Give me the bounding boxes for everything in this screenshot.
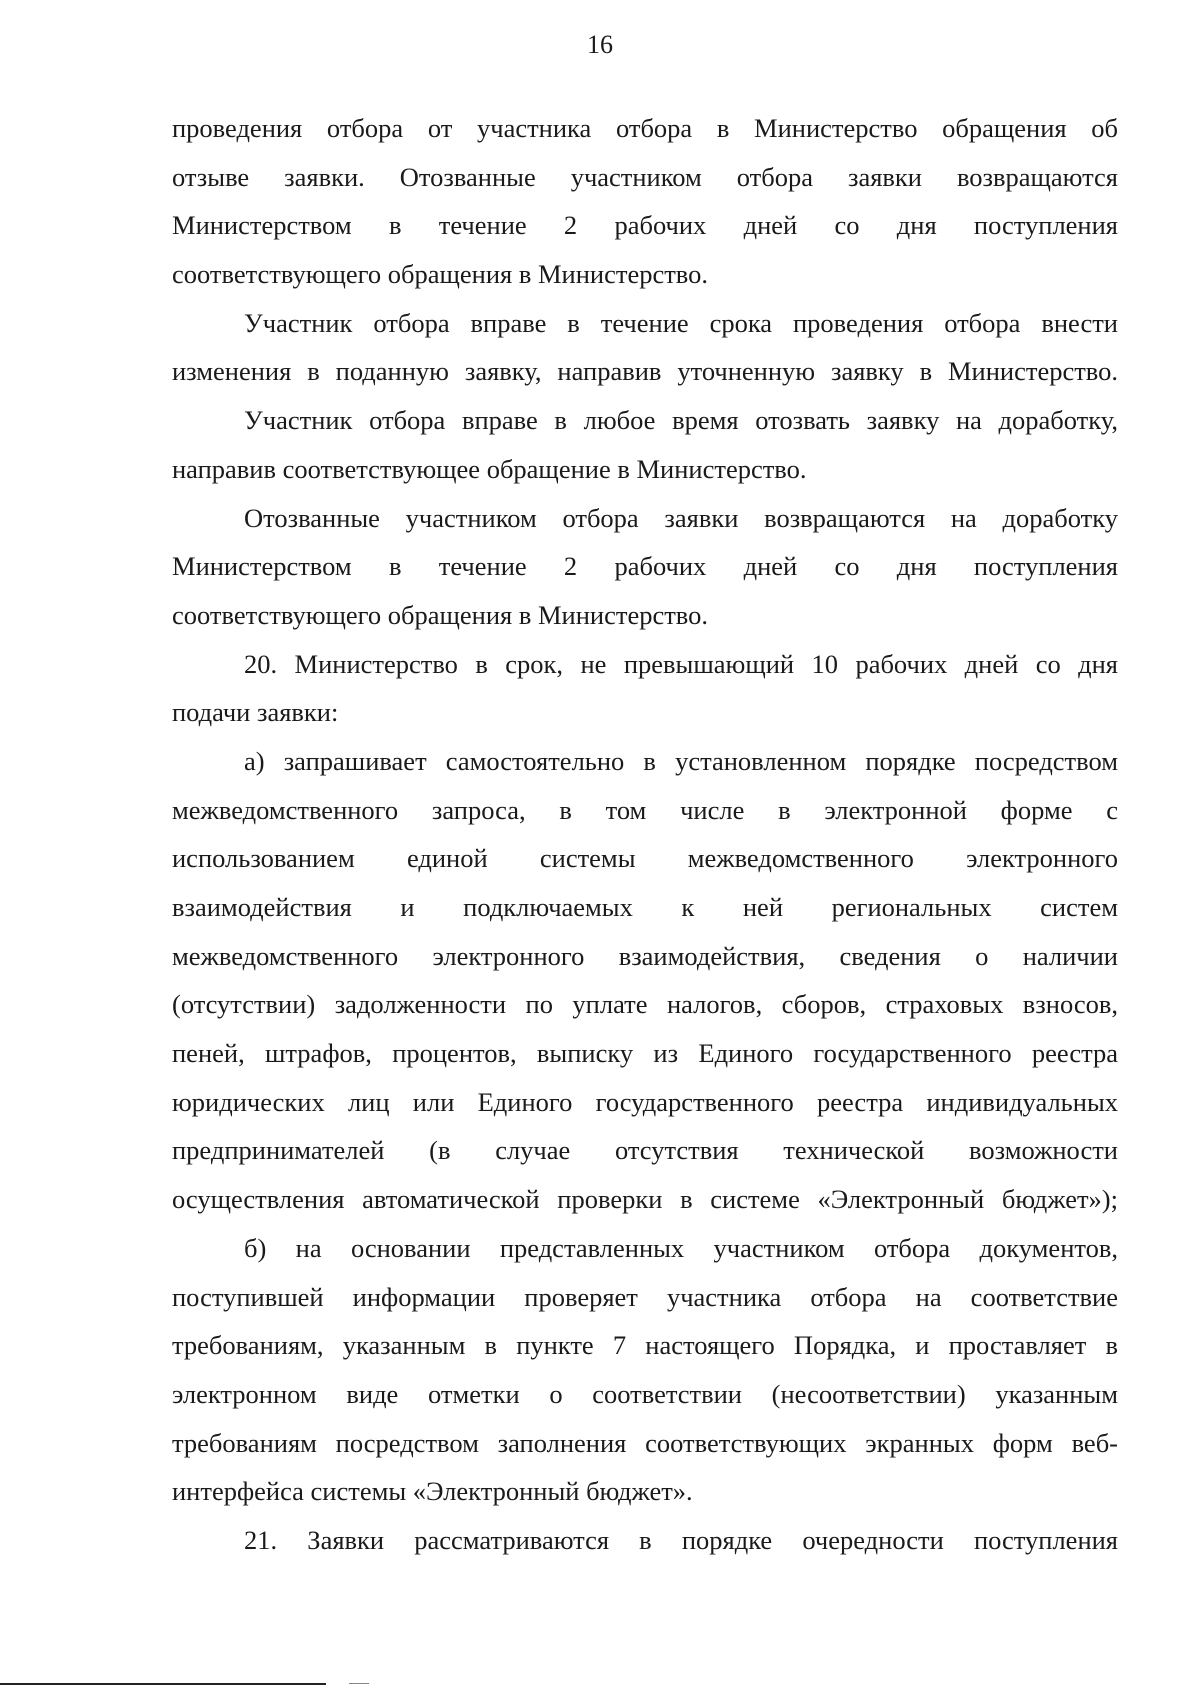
text-line: соответствующего обращения в Министерство. [172, 259, 709, 290]
text-line: направив соответствующее обращение в Министерство. [172, 453, 807, 484]
text-line: осуществления автоматической проверки в системе «Электронный бюджет»); [172, 1184, 1118, 1215]
text-line: юридических лиц или Единого государственного реестра индивидуальных [172, 1086, 1118, 1117]
text-line: подачи заявки: [172, 697, 339, 728]
text-line: требованиям посредством заполнения соответствующих экранных форм веб- [172, 1427, 1118, 1458]
text-line: проведения отбора от участника отбора в Министерство обращения об [172, 113, 1118, 143]
text-line: поступившей информации проверяет участника отбора на соответствие [172, 1281, 1118, 1312]
text-line: 20. Министерство в срок, не превышающий 10 рабочих дней со дня [244, 648, 1118, 679]
text-line: требованиям, указанным в пункте 7 настоящего Порядка, и проставляет в [172, 1330, 1118, 1361]
document-text [172, 104, 1118, 1565]
text-line: а) запрашивает самостоятельно в установленном порядке посредством [244, 745, 1118, 776]
text-line: б) на основании представленных участником отбора документов, [244, 1232, 1118, 1263]
text-line: отзыве заявки. Отозванные участником отбора заявки возвращаются [172, 161, 1118, 192]
text-line: пеней, штрафов, процентов, выписку из Единого государственного реестра [172, 1038, 1118, 1069]
text-line: Министерством в течение 2 рабочих дней со дня поступления [172, 551, 1118, 582]
text-line: электронном виде отметки о соответствии (несоответствии) указанным [172, 1378, 1118, 1409]
text-line: использованием единой системы межведомственного электронного [172, 843, 1118, 874]
text-line: интерфейса системы «Электронный бюджет». [172, 1476, 693, 1507]
page-number: 16 [587, 30, 613, 59]
text-line: Участник отбора вправе в течение срока проведения отбора внести [244, 307, 1118, 338]
text-line: взаимодействия и подключаемых к ней региональных систем [172, 892, 1118, 922]
text-line: 21. Заявки рассматриваются в порядке очередности поступления [244, 1524, 1118, 1555]
text-line: предпринимателей (в случае отсутствия технической возможности [172, 1135, 1118, 1166]
text-line: межведомственного электронного взаимодействия, сведения о наличии [172, 940, 1118, 971]
text-line: соответствующего обращения в Министерство. [172, 599, 709, 630]
text-line: изменения в поданную заявку, направив уточненную заявку в Министерство. [172, 356, 1118, 387]
text-line: (отсутствии) задолженности по уплате налогов, сборов, страховых взносов, [172, 989, 1118, 1020]
footnote-separator-fragment [349, 1683, 369, 1684]
text-line: Министерством в течение 2 рабочих дней со дня поступления [172, 210, 1118, 241]
text-line: Участник отбора вправе в любое время отозвать заявку на доработку, [244, 405, 1118, 436]
footnote-separator [0, 1683, 326, 1685]
text-line: Отозванные участником отбора заявки возвращаются на доработку [244, 502, 1118, 533]
text-line: межведомственного запроса, в том числе в электронной форме с [172, 794, 1118, 825]
